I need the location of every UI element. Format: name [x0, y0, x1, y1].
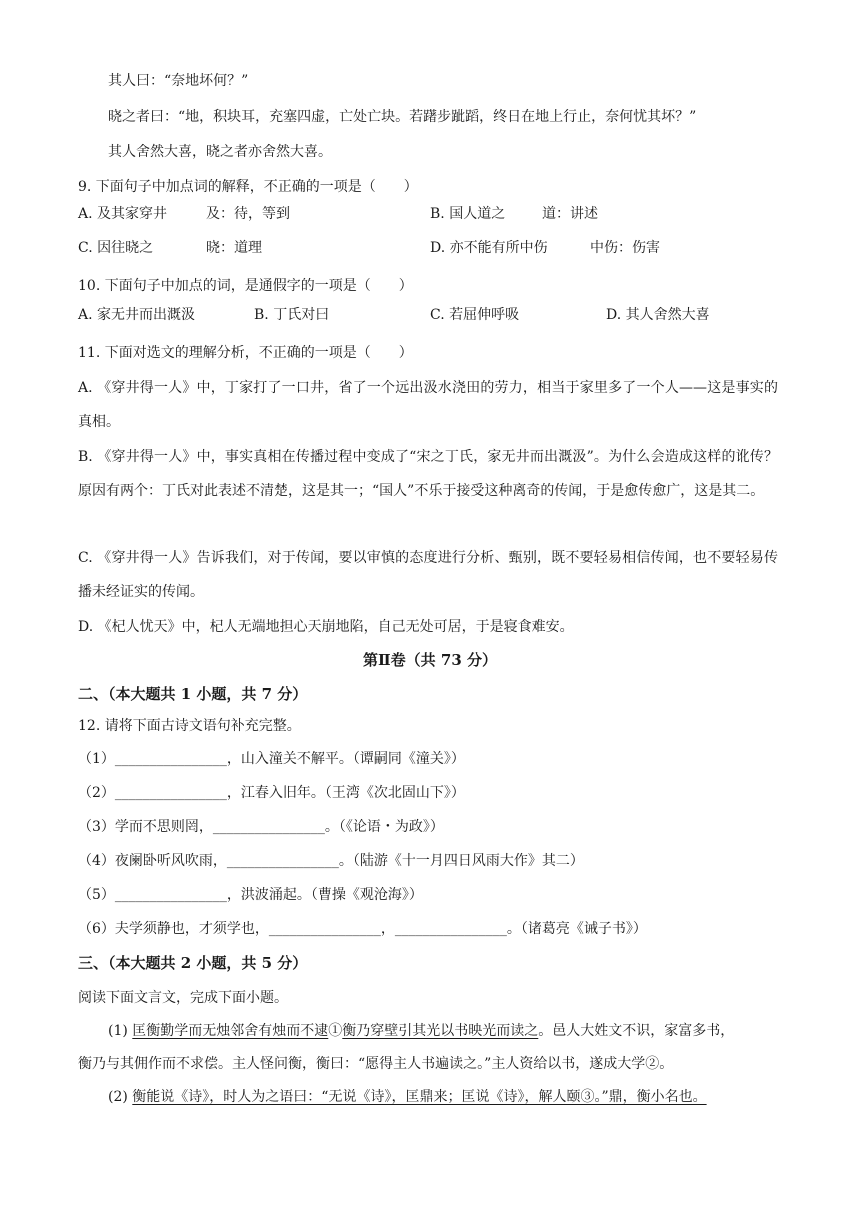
question-11-option-b: B. 《穿井得一人》中，事实真相在传播过程中变成了“宋之丁氏，家无井而出溉汲”。为什么会造成这样的讹传？原因有两个：丁氏对此表述不清楚，这是其一；“国人”不乐于接受这种离奇的传闻，于是愈传愈广，这是其二。	[78, 449, 778, 499]
question-10-option-a: A. 家无井而出溉汲	[78, 307, 196, 323]
question-9-option-b-gloss: 道：讲述	[542, 206, 598, 222]
underlined-sentence-2: 衡乃穿壁引其光以书映光而读之	[342, 1023, 539, 1039]
underlined-paragraph-2: 衡能说《诗》，时人为之语曰：“无说《诗》，匡鼎来；匡说《诗》，解人颐③。”鼎，衡小名也。	[132, 1089, 707, 1105]
dialogue-line-1: 其人曰：“奈地坏何？”	[108, 73, 249, 89]
passage-paragraph-1-line-2: 衡乃与其佣作而不求偿。主人怪问衡，衡曰：“愿得主人书遍读之。”主人资给以书，遂成大学②。	[78, 1056, 674, 1072]
question-11-stem: 11. 下面对选文的理解分析，不正确的一项是（ ）	[78, 345, 413, 361]
question-9-option-a-gloss: 及：待，等到	[206, 206, 290, 222]
question-10-option-d: D. 其人舍然大喜	[606, 307, 710, 323]
paragraph-number-2: (2)	[108, 1089, 128, 1105]
question-9-option-a	[78, 204, 167, 224]
section-2-title: 二、（本大题共 1 小题，共 7 分）	[78, 685, 308, 703]
underlined-sentence-1: 匡衡勤学而无烛邻舍有烛而不逮	[132, 1023, 329, 1039]
question-10-option-b: B. 丁氏对曰	[254, 307, 330, 323]
question-10-option-c: C. 若屈伸呼吸	[430, 307, 520, 323]
question-9-option-d: D. 亦不能有所中伤	[430, 240, 548, 256]
dialogue-line-3: 其人舍然大喜，晓之者亦舍然大喜。	[108, 144, 332, 160]
question-9-option-c: C. 因往晓之	[78, 240, 154, 256]
fill-item-6: （6）夫学须静也，才须学也，________________，________________。（诸葛亮《诫子书》）	[78, 921, 647, 937]
fill-item-1: （1）________________，山入潼关不解平。（谭嗣同《潼关》）	[78, 751, 465, 767]
passage-paragraph-1-line-1	[108, 1021, 734, 1041]
dialogue-line-2: 晓之者曰：“地，积块耳，充塞四虚，亡处亡块。若躇步跐蹈，终日在地上行止，奈何忧其坏？”	[108, 109, 697, 125]
question-9-option-d-gloss: 中伤：伤害	[590, 240, 660, 256]
question-11-option-a: A. 《穿井得一人》中，丁家打了一口井，省了一个远出汲水浇田的劳力，相当于家里多了一个人——这是事实的真相。	[78, 380, 778, 430]
fill-item-2: （2）________________，江春入旧年。（王湾《次北固山下》）	[78, 785, 465, 801]
paragraph-1-rest: 。邑人大姓文不识，家富多书，	[538, 1023, 735, 1039]
option-a-text: A. 及其家穿井	[78, 206, 168, 222]
question-9-option-b: B. 国人道之	[430, 206, 506, 222]
fill-item-4: （4）夜阑卧听风吹雨，________________。（陆游《十一月四日风雨大作》其二）	[78, 853, 584, 869]
question-12-stem: 12. 请将下面古诗文语句补充完整。	[78, 718, 301, 734]
volume-2-heading: 第Ⅱ卷（共 73 分）	[363, 651, 497, 669]
question-10-stem: 10. 下面句子中加点的词，是通假字的一项是（ ）	[78, 278, 413, 294]
fill-item-3: （3）学而不思则罔，________________。（《论语・为政》）	[78, 819, 444, 835]
passage-paragraph-2	[108, 1087, 707, 1107]
fill-item-5: （5）________________，洪波涌起。（曹操《观沧海》）	[78, 887, 423, 903]
question-11-option-d: D. 《杞人忧天》中，杞人无端地担心天崩地陷，自己无处可居，于是寝食难安。	[78, 619, 574, 635]
footnote-marker-1: ①	[328, 1023, 343, 1039]
question-9-option-c-gloss: 晓：道理	[206, 240, 262, 256]
question-11-option-c: C. 《穿井得一人》告诉我们，对于传闻，要以审慎的态度进行分析、甄别，既不要轻易相信传闻，也不要轻易传播未经证实的传闻。	[78, 550, 778, 600]
section-3-intro: 阅读下面文言文，完成下面小题。	[78, 990, 288, 1006]
section-3-title: 三、（本大题共 2 小题，共 5 分）	[78, 954, 308, 972]
question-9-stem: 9. 下面句子中加点词的解释，不正确的一项是（ ）	[78, 179, 418, 195]
paragraph-number-1: (1)	[108, 1023, 128, 1039]
